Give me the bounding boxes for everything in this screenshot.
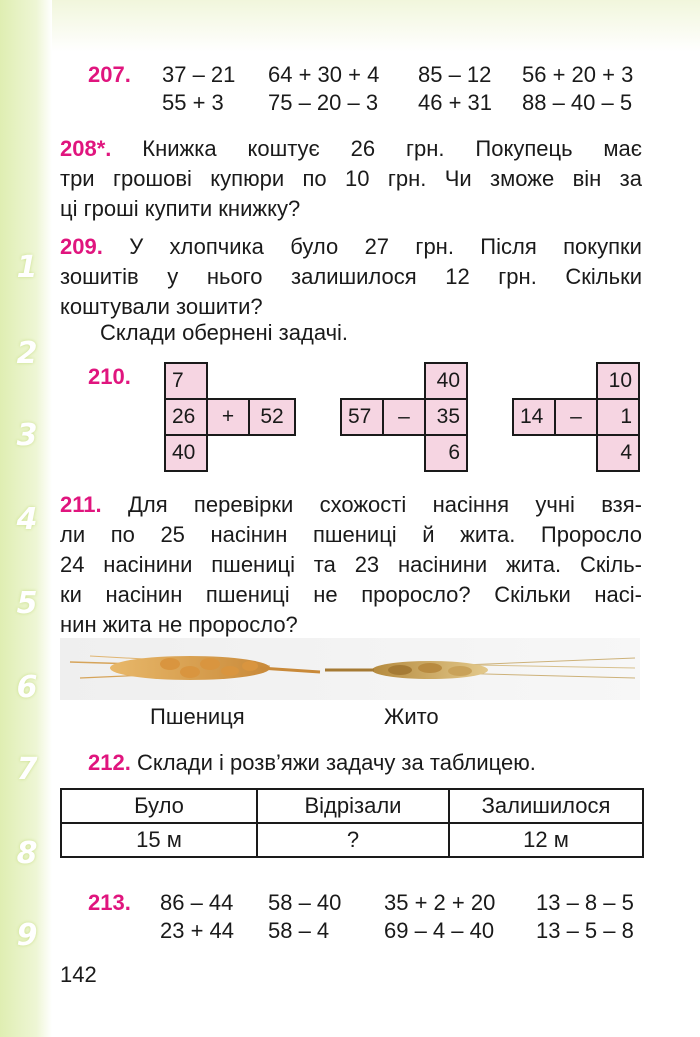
exercise-number: 213.	[88, 890, 131, 915]
table-header-cell: Відрізали	[257, 789, 449, 823]
side-number: 1	[16, 250, 38, 285]
grain-illustration	[60, 638, 640, 700]
side-number: 7	[16, 752, 38, 787]
puzzle-cell: 40	[164, 434, 208, 472]
rye-icon	[325, 658, 635, 679]
wheat-caption: Пшениця	[150, 704, 245, 729]
puzzle-cell: 35	[424, 398, 468, 436]
expression: 35 + 2 + 20	[384, 890, 496, 915]
table-cell: 12 м	[449, 823, 643, 857]
expression: 13 – 5 – 8	[536, 918, 634, 943]
expression: 85 – 12	[418, 62, 492, 87]
puzzle-operator: –	[382, 398, 426, 436]
exercise-208	[60, 134, 642, 224]
text-fragment: Книжка коштує 26 грн. Покупець має	[142, 136, 642, 161]
side-number: 9	[16, 918, 38, 953]
exercise-number: 211.	[60, 492, 102, 517]
table-cell: 15 м	[61, 823, 257, 857]
puzzle-cell: 14	[512, 398, 556, 436]
text-line: 24 насінини пшениці та 23 насінини жита. Скіль-	[60, 552, 642, 577]
table-header-row	[61, 789, 643, 823]
puzzle-cell: 4	[596, 434, 640, 472]
exercise-number: 209.	[60, 234, 103, 259]
table-cell: ?	[257, 823, 449, 857]
puzzle-operator: +	[206, 398, 250, 436]
side-number: 6	[16, 670, 38, 705]
puzzle-cell: 57	[340, 398, 384, 436]
table-header-cell: Було	[61, 789, 257, 823]
expression: 58 – 4	[268, 918, 330, 943]
expression: 64 + 30 + 4	[268, 62, 380, 87]
text-line: ли по 25 насінин пшениці й жита. Проросло	[60, 522, 642, 547]
text-line: ки насінин пшениці не проросло? Скільки насі-	[60, 582, 642, 607]
wheat-ear-image	[60, 638, 640, 700]
puzzle-cell: 40	[424, 362, 468, 400]
puzzle-cell: 26	[164, 398, 208, 436]
text-line: коштували зошити?	[60, 294, 263, 319]
exercise-number: 210.	[88, 364, 131, 389]
text-fragment: Для перевірки схожості насіння учні взя-	[127, 492, 642, 517]
text-line: зошитів у нього залишилося 12 грн. Скільки	[60, 264, 642, 289]
text-line: ці гроші купити книжку?	[60, 196, 301, 221]
expression: 88 – 40 – 5	[522, 90, 633, 115]
expression: 46 + 31	[418, 90, 493, 115]
exercise-number: 208*.	[60, 136, 112, 161]
expression: 37 – 21	[162, 62, 236, 87]
expression: 75 – 20 – 3	[268, 90, 379, 115]
expression: 86 – 44	[160, 890, 234, 915]
page-number: 142	[60, 962, 97, 987]
page-top-band	[0, 0, 700, 52]
text-line: три грошові купюри по 10 грн. Чи зможе він за	[60, 166, 642, 191]
expression: 69 – 4 – 40	[384, 918, 495, 943]
text-fragment: У хлопчика було 27 грн. Після покупки	[129, 234, 642, 259]
expression: 13 – 8 – 5	[536, 890, 634, 915]
text-line	[60, 134, 642, 164]
expression: 56 + 20 + 3	[522, 62, 634, 87]
task-text: Склади і розв’яжи задачу за таблицею.	[136, 750, 536, 775]
rye-caption: Жито	[384, 704, 439, 729]
text-line	[60, 490, 642, 520]
table-row	[61, 823, 643, 857]
exercise-211	[60, 490, 642, 640]
wheat-icon	[70, 656, 320, 680]
table-header-cell: Залишилося	[449, 789, 643, 823]
side-number: 2	[16, 336, 38, 371]
puzzle-cell: 6	[424, 434, 468, 472]
text-line	[60, 232, 642, 262]
side-number: 5	[16, 586, 38, 621]
expression: 55 + 3	[162, 90, 224, 115]
puzzle-cell: 7	[164, 362, 208, 400]
page-left-strip	[0, 0, 52, 1037]
exercise-number: 212.	[88, 750, 131, 775]
expression: 58 – 40	[268, 890, 342, 915]
text-line: нин жита не проросло?	[60, 612, 298, 637]
side-number: 8	[16, 836, 38, 871]
data-table	[60, 788, 644, 858]
exercise-209	[60, 232, 642, 322]
exercise-number: 207.	[88, 62, 131, 87]
puzzle-cell: 1	[596, 398, 640, 436]
puzzle-cell: 10	[596, 362, 640, 400]
side-number: 3	[16, 418, 38, 453]
expression: 23 + 44	[160, 918, 235, 943]
puzzle-operator: –	[554, 398, 598, 436]
task-instruction: Склади обернені задачі.	[100, 320, 349, 345]
exercise-212-heading	[88, 750, 536, 776]
puzzle-cell: 52	[248, 398, 296, 436]
side-number: 4	[16, 502, 38, 537]
